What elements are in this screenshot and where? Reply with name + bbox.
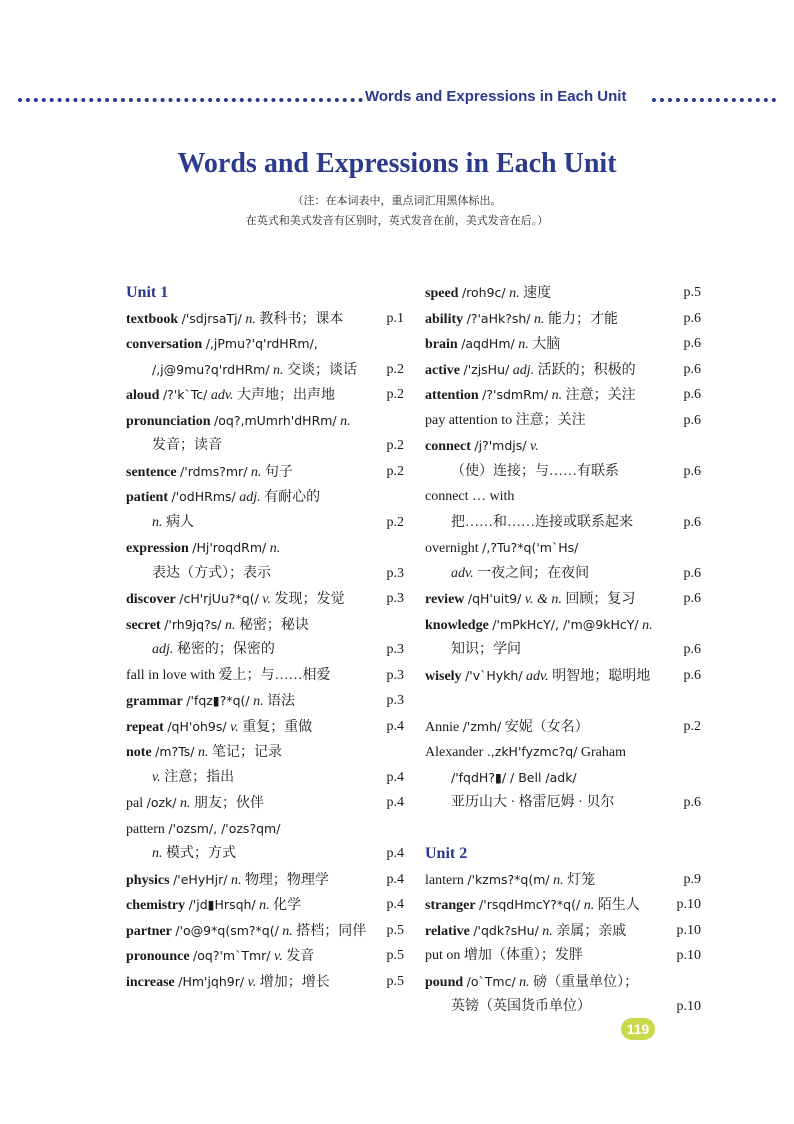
entry-row	[425, 561, 701, 587]
part-of-speech: n.	[269, 541, 281, 556]
part-of-speech: n.	[553, 872, 564, 888]
page-ref: p.4	[386, 871, 404, 887]
headword: stranger	[425, 898, 476, 913]
headword: ability	[425, 311, 464, 327]
headword: partner	[126, 923, 172, 939]
page-ref: p.3	[386, 667, 404, 683]
entry-row	[126, 357, 404, 383]
entry-row	[126, 382, 404, 408]
definition: 秘密；秘诀	[238, 617, 309, 633]
note-line-1: （注：在本词表中，重点词汇用黑体标出。	[292, 195, 502, 207]
entry-row	[425, 433, 701, 459]
definition: 化学	[273, 898, 302, 913]
part-of-speech: adj.	[239, 490, 261, 505]
entry-row	[126, 739, 404, 765]
definition: 发音	[286, 949, 315, 964]
headword: connect	[425, 439, 471, 454]
headword: pound	[425, 974, 464, 990]
entry-row	[126, 408, 404, 434]
note-line-2: 在英式和美式发音有区别时，英式发音在前，美式发音在后。）	[245, 215, 549, 227]
headword: brain	[425, 337, 458, 352]
phonetic: /m?Ts/	[155, 744, 195, 759]
part-of-speech: adj.	[152, 642, 174, 657]
entry-row	[126, 765, 404, 791]
spacer	[425, 688, 701, 714]
header-dots-left	[18, 98, 363, 102]
part-of-speech: n.	[282, 923, 293, 939]
entry-row	[425, 892, 701, 918]
part-of-speech: v. & n.	[524, 592, 562, 607]
definition: 发音；读音	[152, 438, 222, 453]
page-ref: p.5	[683, 285, 701, 300]
page-ref: p.10	[676, 922, 701, 938]
headword: grammar	[126, 694, 183, 709]
definition: 灯笼	[567, 872, 596, 888]
part-of-speech: adj.	[512, 362, 535, 378]
definition: 一夜之间；在夜间	[477, 565, 590, 581]
part-of-speech: adv.	[451, 565, 474, 581]
entry-row	[126, 433, 404, 459]
part-of-speech: v.	[230, 719, 239, 735]
definition: 安妮（女名）	[504, 719, 589, 735]
phonetic: /'rh9jq?s/	[164, 616, 222, 632]
headword: wisely	[425, 668, 462, 684]
definition: 大声地；出声地	[237, 388, 336, 403]
entry-row	[126, 561, 404, 587]
page-ref: p.2	[386, 361, 404, 377]
left-column	[126, 280, 404, 994]
headword: relative	[425, 923, 470, 939]
headword: patient	[126, 490, 168, 505]
part-of-speech: n.	[551, 388, 563, 403]
entry-row	[126, 535, 404, 561]
entry-row	[126, 484, 404, 510]
headword: pattern	[126, 821, 165, 837]
headword: textbook	[126, 311, 179, 327]
phonetic: /qH'uit9/	[467, 591, 522, 606]
page-ref: p.6	[683, 667, 701, 683]
definition: 病人	[166, 514, 194, 530]
headword: sentence	[126, 464, 177, 480]
entry-row	[126, 637, 404, 663]
headword: aloud	[126, 388, 160, 403]
entry-row	[425, 637, 701, 663]
running-title: Words and Expressions in Each Unit	[365, 88, 627, 105]
definition: 明智地；聪明地	[552, 668, 651, 684]
headword: Annie	[425, 719, 460, 735]
phonetic: /'qdk?sHu/	[473, 922, 539, 938]
definition: 大脑	[532, 337, 561, 352]
page-ref: p.6	[683, 310, 701, 326]
part-of-speech: v.	[152, 769, 161, 785]
definition: 搭档；同伴	[296, 923, 367, 939]
headword: pronunciation	[126, 413, 211, 429]
page-ref: p.6	[683, 642, 701, 657]
page-ref: p.3	[386, 591, 404, 606]
phonetic: /qH'oh9s/	[167, 718, 227, 734]
phonetic: /'kzms?*q(m/	[467, 871, 550, 887]
part-of-speech: n.	[230, 872, 242, 888]
header-dots-right	[652, 98, 776, 102]
headword: increase	[126, 974, 175, 990]
page-ref: p.6	[683, 591, 701, 606]
headword: secret	[126, 617, 161, 633]
definition: 增加；增长	[259, 974, 330, 990]
entry-row	[425, 918, 701, 944]
page-ref: p.5	[386, 973, 404, 989]
entry-row	[425, 331, 701, 357]
page-ref: p.6	[683, 795, 701, 810]
definition: 爱上；与……相爱	[218, 667, 331, 683]
part-of-speech: n.	[534, 311, 545, 327]
definition: 活跃的；积极的	[537, 362, 636, 378]
definition: 注意；指出	[164, 769, 235, 785]
definition: 模式；方式	[166, 846, 236, 861]
part-of-speech: n.	[253, 694, 264, 709]
definition: 句子	[264, 464, 293, 480]
page-ref: p.5	[386, 922, 404, 938]
headword: expression	[126, 541, 189, 556]
definition: 亲属；亲戚	[556, 923, 627, 939]
headword: fall in love with	[126, 667, 216, 683]
page-ref: p.4	[386, 718, 404, 734]
headword: review	[425, 592, 465, 607]
entry-row	[126, 943, 404, 969]
part-of-speech: v.	[529, 439, 539, 454]
definition: 注意；关注	[515, 412, 586, 428]
entry-row	[126, 918, 404, 944]
page-ref: p.2	[683, 718, 701, 734]
phonetic: /Hj'roqdRm/	[192, 540, 267, 555]
part-of-speech: n.	[642, 617, 653, 633]
part-of-speech: n.	[224, 617, 236, 633]
headword: pronounce	[126, 949, 190, 964]
page-ref: p.3	[386, 693, 404, 708]
phonetic: /'sdjrsaTj/	[181, 310, 242, 326]
entry-row	[126, 663, 404, 689]
entry-row	[425, 484, 701, 510]
definition: 笔记；记录	[212, 745, 282, 760]
page-ref: p.4	[386, 769, 404, 785]
entry-row	[425, 357, 701, 383]
entry-row	[425, 739, 701, 765]
phonetic: /?'k`Tc/	[162, 387, 208, 402]
page-ref: p.10	[676, 999, 701, 1014]
part-of-speech: adv.	[210, 388, 234, 403]
headword: repeat	[126, 719, 164, 735]
phonetic: /?'sdmRm/	[482, 387, 549, 402]
right-column	[425, 280, 701, 1020]
entry-row	[425, 408, 701, 434]
entry-row	[425, 969, 701, 995]
definition: 回顾；复习	[565, 592, 636, 607]
part-of-speech: n.	[259, 898, 270, 913]
part-of-speech: v.	[262, 592, 271, 607]
phonetic: /aqdHm/	[461, 336, 515, 351]
page-ref: p.2	[386, 463, 404, 479]
phonetic: /'ozsm/, /'ozs?qm/	[168, 820, 281, 836]
headword: discover	[126, 592, 176, 607]
entry-row	[425, 586, 701, 612]
phonetic: /'fqz▮?*q(/	[186, 693, 250, 708]
page-ref: p.6	[683, 361, 701, 377]
part-of-speech: n.	[583, 898, 595, 913]
entry-row	[425, 790, 701, 816]
headword: connect … with	[425, 489, 515, 504]
definition: 知识；学问	[451, 642, 521, 657]
entry-row	[126, 510, 404, 536]
definition: 陌生人	[597, 898, 640, 913]
part-of-speech: n.	[542, 923, 553, 939]
entry-row	[425, 867, 701, 893]
page-ref: p.2	[386, 438, 404, 453]
headword: conversation	[126, 337, 203, 352]
headword: pal	[126, 796, 144, 811]
definition: 朋友；伙伴	[193, 796, 264, 811]
page-ref: p.6	[683, 463, 701, 479]
definition: 磅（重量单位）；	[533, 974, 639, 990]
page-ref: p.9	[683, 871, 701, 887]
phonetic: /'rsqdHmcY?*q(/	[479, 897, 581, 912]
phonetic: /oq?,mUmrh'dHRm/	[214, 412, 337, 428]
phonetic: /'v`Hykh/	[465, 667, 523, 683]
entry-row	[126, 612, 404, 638]
part-of-speech: n.	[152, 846, 163, 861]
phonetic: /'fqdH?▮/ / Bell /adk/	[451, 769, 577, 785]
part-of-speech: v.	[274, 949, 283, 964]
phonetic: /,?Tu?*q('m`Hs/	[482, 540, 579, 555]
entry-row	[425, 535, 701, 561]
entry-row	[425, 280, 701, 306]
entry-row	[126, 586, 404, 612]
definition: Graham	[580, 745, 626, 760]
definition: 把……和……连接或联系起来	[451, 514, 633, 530]
phonetic: /'rdms?mr/	[180, 463, 248, 479]
page-ref: p.3	[386, 565, 404, 581]
phonetic: /'odHRms/	[171, 489, 236, 504]
entry-row	[425, 306, 701, 332]
entry-row	[126, 969, 404, 995]
entry-row	[126, 714, 404, 740]
page-ref: p.2	[386, 387, 404, 402]
phonetic: /'mPkHcY/, /'m@9kHcY/	[492, 616, 639, 632]
page-ref: p.2	[386, 514, 404, 530]
headword: note	[126, 745, 152, 760]
page-ref: p.4	[386, 846, 404, 861]
definition: 能力；才能	[548, 311, 618, 327]
definition: 增加（体重）；发胖	[463, 948, 583, 963]
headword: speed	[425, 286, 459, 301]
part-of-speech: n.	[152, 514, 163, 530]
phonetic: /,j@9mu?q'rdHRm/	[152, 361, 270, 377]
definition: 发现；发觉	[274, 592, 345, 607]
headword: attention	[425, 388, 479, 403]
part-of-speech: n.	[519, 974, 530, 990]
phonetic: /oq?'m`Tmr/	[193, 948, 271, 963]
phonetic: /Hm'jqh9r/	[178, 973, 245, 989]
definition: 有耐心的	[264, 490, 321, 505]
definition: 物理；物理学	[244, 872, 329, 888]
page-ref: p.5	[386, 948, 404, 963]
headword: lantern	[425, 872, 464, 888]
page-ref: p.6	[683, 412, 701, 428]
part-of-speech: n.	[250, 464, 262, 480]
part-of-speech: v.	[247, 974, 257, 990]
entry-row	[425, 994, 701, 1020]
phonetic: /'jd▮Hrsqh/	[188, 897, 256, 912]
entry-row	[425, 510, 701, 536]
definition: 注意；关注	[565, 388, 636, 403]
page-ref: p.3	[386, 642, 404, 657]
phonetic: /'zjsHu/	[463, 361, 510, 377]
section-heading: Unit 2	[425, 845, 468, 862]
page-ref: p.6	[683, 514, 701, 530]
page-ref: p.10	[676, 897, 701, 912]
page-ref: p.6	[683, 387, 701, 402]
entry-row	[126, 892, 404, 918]
section-heading: Unit 1	[126, 284, 169, 301]
entry-row	[126, 331, 404, 357]
definition: 重复；重做	[242, 719, 313, 735]
definition: 交谈；谈话	[287, 362, 358, 378]
entry-row	[126, 867, 404, 893]
page-ref: p.1	[386, 310, 404, 326]
phonetic: /,jPmu?'q'rdHRm/,	[205, 336, 318, 351]
headword: physics	[126, 872, 170, 888]
phonetic: /ozk/	[146, 795, 177, 810]
entry-row	[126, 841, 404, 867]
part-of-speech: n.	[198, 745, 209, 760]
headword: chemistry	[126, 898, 186, 913]
phonetic: /'o@9*q(sm?*q(/	[175, 922, 279, 938]
phonetic: /roh9c/	[461, 285, 506, 300]
definition: 秘密的；保密的	[176, 642, 275, 657]
definition: （使）连接；与……有联系	[451, 463, 619, 479]
headword: overnight	[425, 541, 479, 556]
page-ref: p.6	[683, 336, 701, 351]
definition: 表达（方式）；表示	[152, 565, 271, 581]
definition: 英镑（英国货币单位）	[451, 999, 591, 1014]
definition: 亚历山大 · 格雷厄姆 · 贝尔	[451, 795, 615, 810]
entry-row	[425, 459, 701, 485]
phonetic: /'zmh/	[462, 718, 502, 734]
headword: put on	[425, 948, 461, 963]
part-of-speech: adv.	[526, 668, 549, 684]
phonetic: /cH'rjUu?*q(/	[179, 591, 259, 606]
page-ref: p.6	[683, 565, 701, 581]
page-number-badge: 119	[621, 1018, 655, 1040]
phonetic: /'eHyHjr/	[173, 871, 228, 887]
phonetic: /o`Tmc/	[466, 973, 516, 989]
entry-row	[126, 816, 404, 842]
part-of-speech: n.	[509, 286, 520, 301]
entry-row	[126, 790, 404, 816]
entry-row	[425, 765, 701, 791]
entry-row	[425, 663, 701, 689]
page-ref: p.4	[386, 795, 404, 810]
running-header	[18, 88, 776, 110]
entry-row	[425, 612, 701, 638]
entry-row	[425, 382, 701, 408]
part-of-speech: n.	[518, 337, 529, 352]
headword: active	[425, 362, 460, 378]
part-of-speech: n.	[245, 311, 256, 327]
page-title: Words and Expressions in Each Unit	[177, 148, 617, 179]
definition: 教科书；课本	[259, 311, 344, 327]
entry-row	[425, 943, 701, 969]
headword: Alexander	[425, 745, 484, 760]
part-of-speech: n.	[273, 362, 284, 378]
entry-row	[126, 459, 404, 485]
part-of-speech: n.	[179, 796, 191, 811]
page-ref: p.10	[676, 948, 701, 963]
definition: 语法	[267, 694, 296, 709]
page-ref: p.4	[386, 897, 404, 912]
part-of-speech: n.	[340, 413, 351, 429]
spacer	[425, 816, 701, 842]
entry-row	[425, 714, 701, 740]
headword: pay attention to	[425, 412, 513, 428]
phonetic: /?'aHk?sh/	[466, 310, 531, 326]
headword: knowledge	[425, 617, 489, 633]
entry-row	[126, 306, 404, 332]
phonetic: /j?'mdjs/	[474, 438, 527, 453]
phonetic: .,zkH'fyzmc?q/	[486, 744, 578, 759]
entry-row	[126, 688, 404, 714]
definition: 速度	[523, 286, 552, 301]
